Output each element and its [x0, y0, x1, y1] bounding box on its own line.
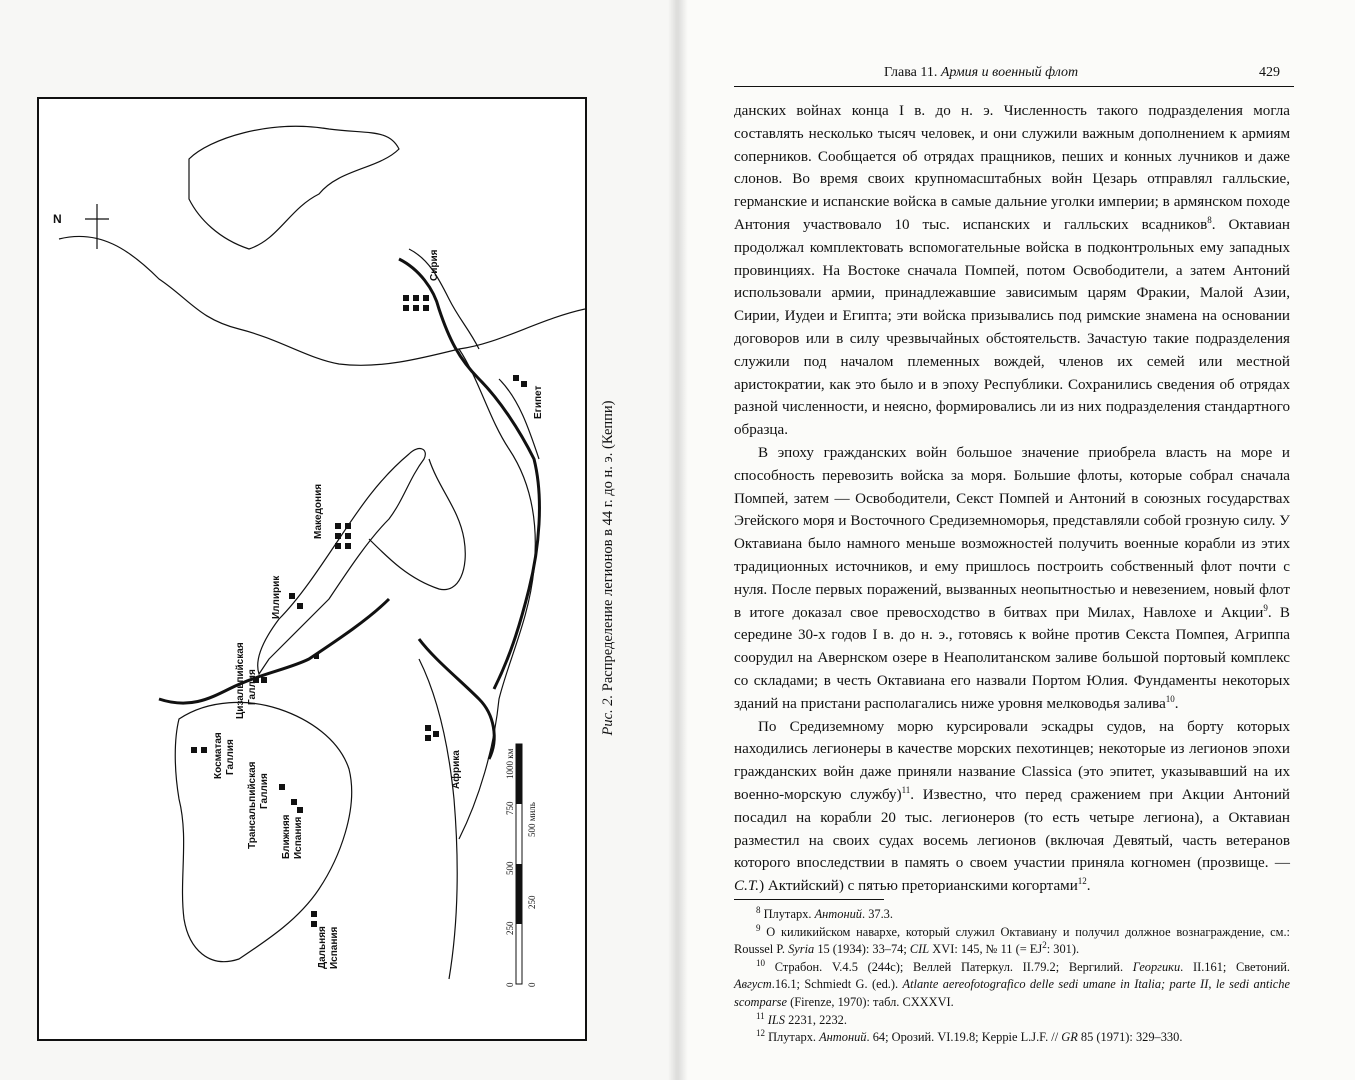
label-cisalpine-2: Галлия [247, 669, 258, 705]
footnote-11-i: ILS [767, 1012, 785, 1027]
scale-bar [505, 744, 537, 987]
paragraph-3-cont2: ) Актийский) с пятью преторианскими когортами [759, 878, 1078, 895]
footnote-12-i2: GR [1061, 1030, 1078, 1045]
marker-near-spain [297, 807, 303, 813]
footnote-9-d: : 301). [1046, 942, 1080, 957]
marker-illyricum [297, 603, 303, 609]
footnote-9 [734, 924, 1290, 959]
footnote-10 [734, 959, 1290, 1012]
footnote-ref-11[interactable]: 11 [901, 784, 911, 795]
marker-near-spain [291, 799, 297, 805]
marker-transalpine [279, 784, 285, 790]
footnote-12-c: 85 (1971): 329–330. [1077, 1030, 1183, 1045]
paragraph-1-text: данских войнах конца I в. до н. э. Численность такого подразделения могла составлять несколько тысяч человек, и они служили важным дополнением к армиям соперников. Сообщается об отрядах пращников, пеших и конных лучников и даже слонов. Во время своих крупномасштабных войн Цезарь отправлял галльские, германские и испанские войска в самые дальние уголки империи; в армянском походе Антония участвовало 10 тыс. испанских и галльских всадников [734, 103, 1290, 233]
footnote-ref-12[interactable]: 12 [1077, 876, 1087, 887]
marker-syria [413, 305, 419, 311]
paragraph-1 [734, 100, 1290, 442]
footnote-8-num: 8 [756, 904, 761, 915]
footnote-8-a: Плутарх. [763, 907, 815, 921]
paragraph-3-end: . [1086, 878, 1091, 895]
scale-km-1000: 1000 км [505, 748, 515, 779]
scale-mile-0: 0 [527, 982, 537, 987]
label-transalpine-2: Галлия [259, 773, 270, 809]
label-comata-1: Косматая [213, 732, 224, 779]
footnote-9-b: 15 (1934): 33–74; [814, 942, 910, 957]
figure-caption [600, 96, 617, 1040]
coast-east [459, 349, 535, 839]
paragraph-3 [734, 716, 1290, 898]
label-comata-2: Галлия [225, 739, 236, 775]
paragraph-2-end: . [1174, 695, 1179, 712]
marker-egypt [513, 375, 519, 381]
translator-initials: С.Т. [734, 878, 760, 895]
footnote-12-num: 12 [756, 1028, 765, 1039]
footnote-11 [734, 1012, 1290, 1030]
coast-italy [258, 449, 426, 674]
footnote-11-b: 2231, 2232. [785, 1012, 847, 1027]
label-illyricum: Иллирик [271, 575, 282, 619]
scale-km-250: 250 [505, 921, 515, 935]
footnote-ref-8[interactable]: 8 [1207, 214, 1212, 225]
scale-mile-500: 500 миль [527, 802, 537, 837]
marker-syria [403, 295, 409, 301]
north-label: N [53, 212, 62, 226]
footnote-11-num: 11 [756, 1010, 765, 1021]
footnote-9-a: О киликийском навархе, который служил Октавиану и получил должное вознаграждение, см.: Roussel P. [734, 924, 1290, 957]
footnote-8-i: Антоний [814, 907, 862, 921]
marker-cisalpine [261, 677, 267, 683]
footnote-10-num: 10 [756, 957, 765, 968]
caption-prefix: Рис. 2. [600, 694, 616, 736]
legion-map [37, 97, 587, 1041]
scale-mile-250: 250 [527, 895, 537, 909]
footnote-ref-9[interactable]: 9 [1263, 602, 1268, 613]
marker-africa [433, 731, 439, 737]
label-near-spain-2: Испания [293, 816, 304, 859]
boundary-east [399, 259, 539, 689]
footnote-8-b: . 37.3. [862, 907, 893, 921]
scale-km-750: 750 [505, 801, 515, 815]
coast-spain [175, 702, 351, 961]
marker-far-spain [311, 911, 317, 917]
marker-macedonia [345, 533, 351, 539]
footnote-12 [734, 1029, 1290, 1047]
left-page [0, 0, 677, 1080]
paragraph-3-cont: . Известно, что перед сражением при Акции Антоний посадил на корабли 20 тыс. легионеров (то есть четыре легиона), а Октавиан разместил на своих судах восемь легионов (включая Девятый, часть ветеранов которого впоследствии в память о своем участии приняла когномен (прозвище. — [734, 786, 1291, 872]
footnote-10-i3: Atlante aereofotografico delle sedi umane in Italia; parte II, le sedi antiche scomparse [734, 977, 1290, 1009]
paragraph-2 [734, 442, 1290, 716]
scale-km-500: 500 [505, 861, 515, 875]
label-africa: Африка [451, 750, 462, 789]
chapter-heading [884, 65, 1078, 81]
marker-africa [425, 735, 431, 741]
marker-comata [191, 747, 197, 753]
coast-island-north [189, 126, 399, 249]
body-text [734, 100, 1290, 898]
footnote-8 [734, 906, 1290, 924]
footnote-9-sup: 2 [1042, 940, 1047, 951]
paragraph-2-text: В эпоху гражданских войн большое значение приобрела власть на море и способность перевозить войска за моря. Большие флоты, которые собрал сначала Помпей, затем — Освободители, Секст Помпей и Антоний в союзных государствах Эгейского моря и Восточного Средиземноморья, представляли собой грозную силу. У Октавиана было намного меньше возможностей получить военные корабли из этих традиционных источников, и ему пришлось построить собственный флот почти с нуля. После первых поражений, вызванных неопытностью и невезением, новый флот в итоге доказал свое превосходство в битвах при Милах, Навлохе и Акции [734, 444, 1290, 621]
chapter-title: Армия и военный флот [940, 65, 1079, 80]
footnote-9-c: XVI: 145, № 11 (= EJ [929, 942, 1043, 957]
footnote-10-a: Страбон. V.4.5 (244c); Веллей Патеркул. II.79.2; Вергилий. [774, 959, 1133, 974]
marker-syria [423, 295, 429, 301]
paragraph-3-text: По Средиземному морю курсировали эскадры судов, на борту которых находились легионеры в качестве морских пехотинцев; некоторые из легионов эпохи гражданских войн даже приняли название Classica (это эпитет, указывавший на их военно-морскую службу) [734, 718, 1290, 803]
marker-comata [201, 747, 207, 753]
label-far-spain-2: Испания [329, 926, 340, 969]
marker-africa [425, 725, 431, 731]
scale-km-0: 0 [505, 982, 515, 987]
footnotes [734, 906, 1290, 1047]
chapter-number: Глава 11. [884, 65, 938, 80]
footnote-9-i: Syria [788, 942, 815, 957]
paragraph-2-cont: . В середине 30-х годов I в. до н. э., готовясь к войне против Секста Помпея, Агриппа соорудил на Авернском озере в Неаполитанском заливе большой портовый комплекс со складами; в честь Октавиана его назвали Портом Юлия. Фундаменты некоторых зданий на пристани располагались ниже уровня мелководья залива [734, 604, 1290, 712]
label-transalpine-1: Трансальпийская [247, 761, 258, 849]
footnote-12-i: Антоний [819, 1030, 867, 1045]
legion-markers [191, 295, 527, 927]
marker-egypt [521, 381, 527, 387]
label-egypt: Египет [533, 385, 544, 419]
book-gutter [668, 0, 688, 1080]
label-macedonia: Македония [313, 483, 324, 539]
marker-macedonia [335, 523, 341, 529]
footnote-10-d: (Firenze, 1970): табл. CXXXVI. [787, 994, 954, 1009]
footnote-10-i2: Август [734, 977, 772, 992]
label-far-spain-1: Дальняя [317, 926, 328, 969]
marker-isolated [314, 654, 319, 659]
marker-macedonia [345, 523, 351, 529]
marker-syria [403, 305, 409, 311]
marker-syria [423, 305, 429, 311]
footnote-10-b: . II.161; Светоний. [1180, 959, 1290, 974]
coast-north [59, 236, 585, 365]
footnote-9-i2: CIL [909, 942, 930, 957]
footnote-rule [734, 899, 884, 900]
label-near-spain-1: Ближняя [281, 814, 292, 859]
marker-illyricum [289, 593, 295, 599]
coast-levant [409, 249, 479, 349]
footnote-9-num: 9 [756, 922, 761, 933]
marker-macedonia [345, 543, 351, 549]
paragraph-1-cont: . Октавиан продолжал комплектовать вспомогательные войска в подконтрольных ему западных провинциях. На Востоке сначала Помпей, потом Освободители, а затем Антоний использовали армии, принадлежавшие зависимым царям Фракии, Малой Азии, Сирии, Иудеи и Египта; эти войска призывались под римские знамена на основании договоров или в силу чрезвычайных обстоятельств. Зачастую такие подразделения служили под началом племенных вождей, членов их семей или местной аристократии, как это было и в эпоху Республики. Сохранились сведения об отрядах разной численности, и неясно, формировались ли из них подразделения стандартного образца. [734, 216, 1291, 439]
marker-macedonia [335, 543, 341, 549]
footnote-ref-10[interactable]: 10 [1165, 693, 1175, 704]
marker-macedonia [335, 533, 341, 539]
caption-text: Распределение легионов в 44 г. до н. э. (Кеппи) [600, 400, 616, 692]
label-cisalpine-1: Цизальпийская [235, 642, 246, 719]
footnote-12-a: Плутарх. [768, 1030, 820, 1045]
coast-africa [419, 659, 457, 979]
footnote-10-c: .16.1; Schmiedt G. (ed.). [771, 977, 903, 992]
running-header [734, 62, 1294, 87]
page-number: 429 [1259, 65, 1280, 80]
marker-syria [413, 295, 419, 301]
map-drawing [39, 99, 585, 1039]
footnote-12-b: . 64; Орозий. VI.19.8; Keppie L.J.F. // [866, 1030, 1062, 1045]
label-syria: Сирия [429, 249, 440, 281]
footnote-10-i: Георгики [1132, 959, 1181, 974]
